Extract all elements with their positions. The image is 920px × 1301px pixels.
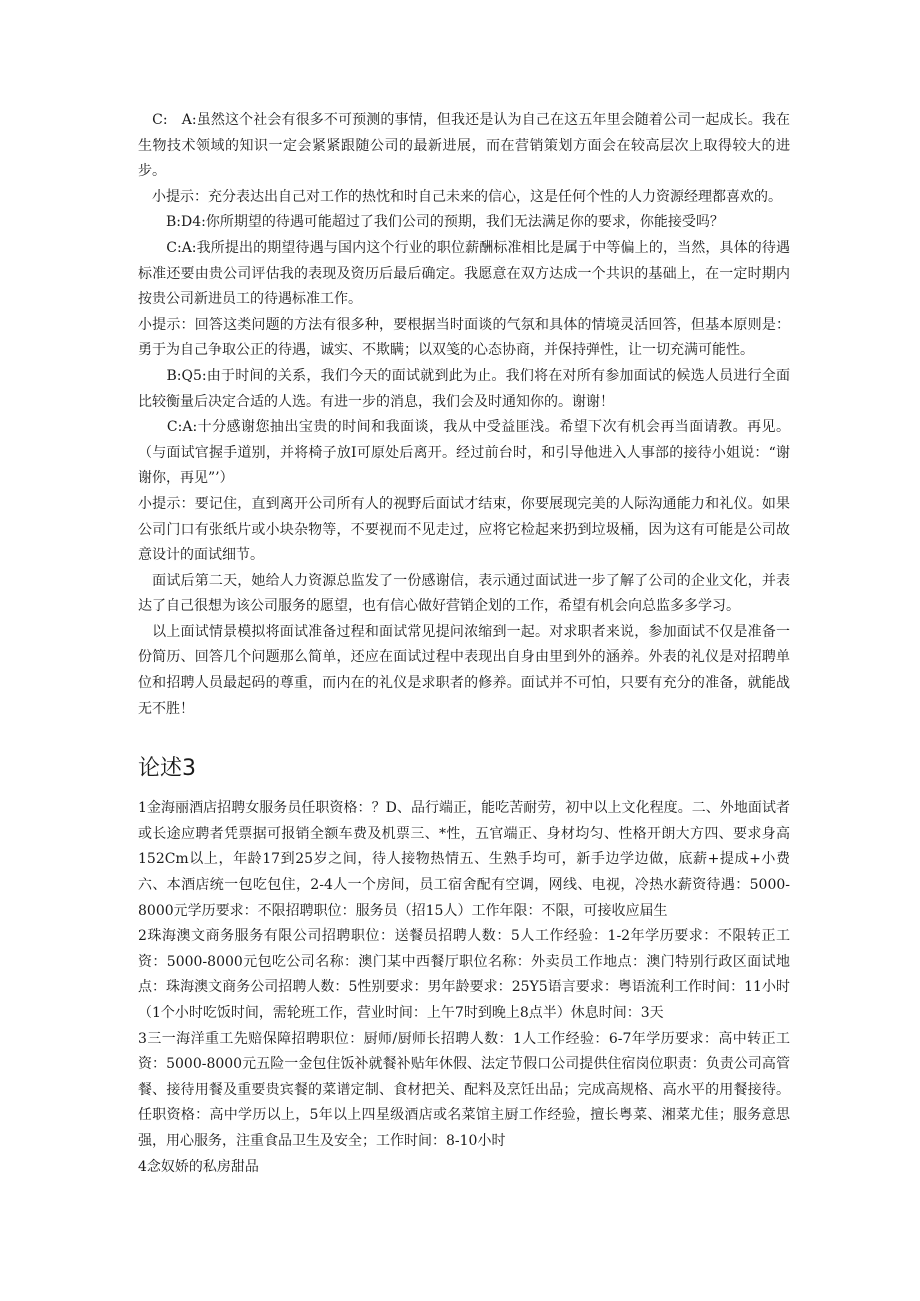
paragraph-tip-enthusiasm: 小提示：充分表达出自己对工作的热忱和时自己未来的信心，这是任何个性的人力资源经理都喜欢的。 (138, 188, 782, 205)
section-heading: 论述3 (138, 756, 196, 782)
document-body (138, 108, 790, 1180)
paragraph-thank-you-letter: 面试后第二天，她给人力资源总监发了一份感谢信，表示通过面试进一步了解了公司的企业文化，并表达了自己很想为该公司服务的愿望，也有信心做好营销企划的工作，希望有机会向总监多多学习。 (138, 572, 790, 615)
paragraph-answer-salary: C:A:我所提出的期望待遇与国内这个行业的职位薪酬标准相比是属于中等偏上的，当然，具体的待遇标准还要由贵公司评估我的表现及资历后最后确定。我愿意在双方达成一个共识的基础上，在一定时期内按贵公司新进员工的待遇标准工作。 (138, 239, 790, 308)
job-listing-item: 1金海丽酒店招聘女服务员任职资格：？D、品行端正，能吃苦耐劳，初中以上文化程度。二、外地面试者或长途应聘者凭票据可报销全额车费及机票三、*性，五官端正、身材均匀、性格开朗大方四、要求身高152Cm以上，年龄17到25岁之间，待人接物热情五、生熟手均可，新手边学边做，底薪+提成+小费六、本酒店统一包吃包住，2-4人一个房间，员工宿舍配有空调，网线、电视，冷热水薪资待遇：5000-8000元学历要求：不限招聘职位：服务员（招15人）工作年限：不限，可接收应届生 (138, 800, 790, 919)
paragraph-answer-five-years: C: A:虽然这个社会有很多不可预测的事情，但我还是认为自己在这五年里会随着公司一起成长。我在生物技术领域的知识一定会紧紧跟随公司的最新进展，而在营销策划方面会在较高层次上取得较大的进步。 (138, 112, 790, 180)
paragraph-summary: 以上面试情景模拟将面试准备过程和面试常见提问浓缩到一起。对求职者来说，参加面试不仅是准备一份简历、回答几个问题那么简单，还应在面试过程中表现出自身由里到外的涵养。外表的礼仪是对招聘单位和招聘人员最起码的尊重，而内在的礼仪是求职者的修养。面试并不可怕，只要有充分的准备，就能战无不胜！ (138, 623, 790, 717)
job-listing-item: 3三一海洋重工先赔保障招聘职位：厨师/厨师长招聘人数：1人工作经验：6-7年学历要求：高中转正工资：5000-8000元五险一金包住饭补就餐补贴年休假、法定节假口公司提供住宿岗位职责：负责公司高管餐、接待用餐及重要贵宾餐的菜谱定制、食材把关、配料及烹饪出品；完成高规格、高水平的用餐接待。任职资格：高中学历以上，5年以上四星级酒店或名菜馆主厨工作经验，擅长粤菜、湘菜尤佳；服务意思强，用心服务，注重食品卫生及安全；工作时间：8-10小时 (138, 1030, 790, 1149)
paragraph-tip-leaving: 小提示：要记住，直到离开公司所有人的视野后面试才结束，你要展现完美的人际沟通能力和礼仪。如果公司门口有张纸片或小块杂物等，不要视而不见走过，应将它检起来扔到垃圾桶，因为这有可能是公司故意设计的面试细节。 (138, 495, 790, 564)
paragraph-question-salary: B:D4:你所期望的待遇可能超过了我们公司的预期，我们无法满足你的要求，你能接受吗？ (138, 214, 724, 231)
job-listing-item: 4念奴娇的私房甜品 (138, 1158, 259, 1175)
paragraph-question-closing: B:Q5:由于时间的关系，我们今天的面试就到此为止。我们将在对所有参加面试的候选人员进行全面比较衡量后决定合适的人选。有进一步的消息，我们会及时通知你的。谢谢！ (138, 367, 790, 410)
paragraph-answer-closing: C:A:十分感谢您抽出宝贵的时间和我面谈，我从中受益匪浅。希望下次有机会再当面请教。再见。（与面试官握手道别，并将椅子放I可原处后离开。经过前台时，和引导他进入人事部的接待小姐说：“谢谢你，再见”’） (138, 419, 790, 487)
job-listing-item: 2珠海澳文商务服务有限公司招聘职位：送餐员招聘人数：5人工作经验：1-2年学历要求：不限转正工资：5000-8000元包吃公司名称：澳门某中西餐厅职位名称：外卖员工作地点：澳门特别行政区面试地点：珠海澳文商务公司招聘人数：5性别要求：男年龄要求：25Y5语言要求：粤语流利工作时间：11小时（1个小时吃饭时间，需轮班工作，营业时间：上午7时到晚上8点半）休息时间：3天 (138, 928, 790, 1021)
paragraph-tip-salary: 小提示：回答这类问题的方法有很多种，要根据当时面谈的气氛和具体的情境灵活回答，但基本原则是：勇于为自己争取公正的待遇，诚实、不欺瞒；以双笺的心态协商，并保持弹性，让一切充满可能性。 (138, 316, 790, 359)
